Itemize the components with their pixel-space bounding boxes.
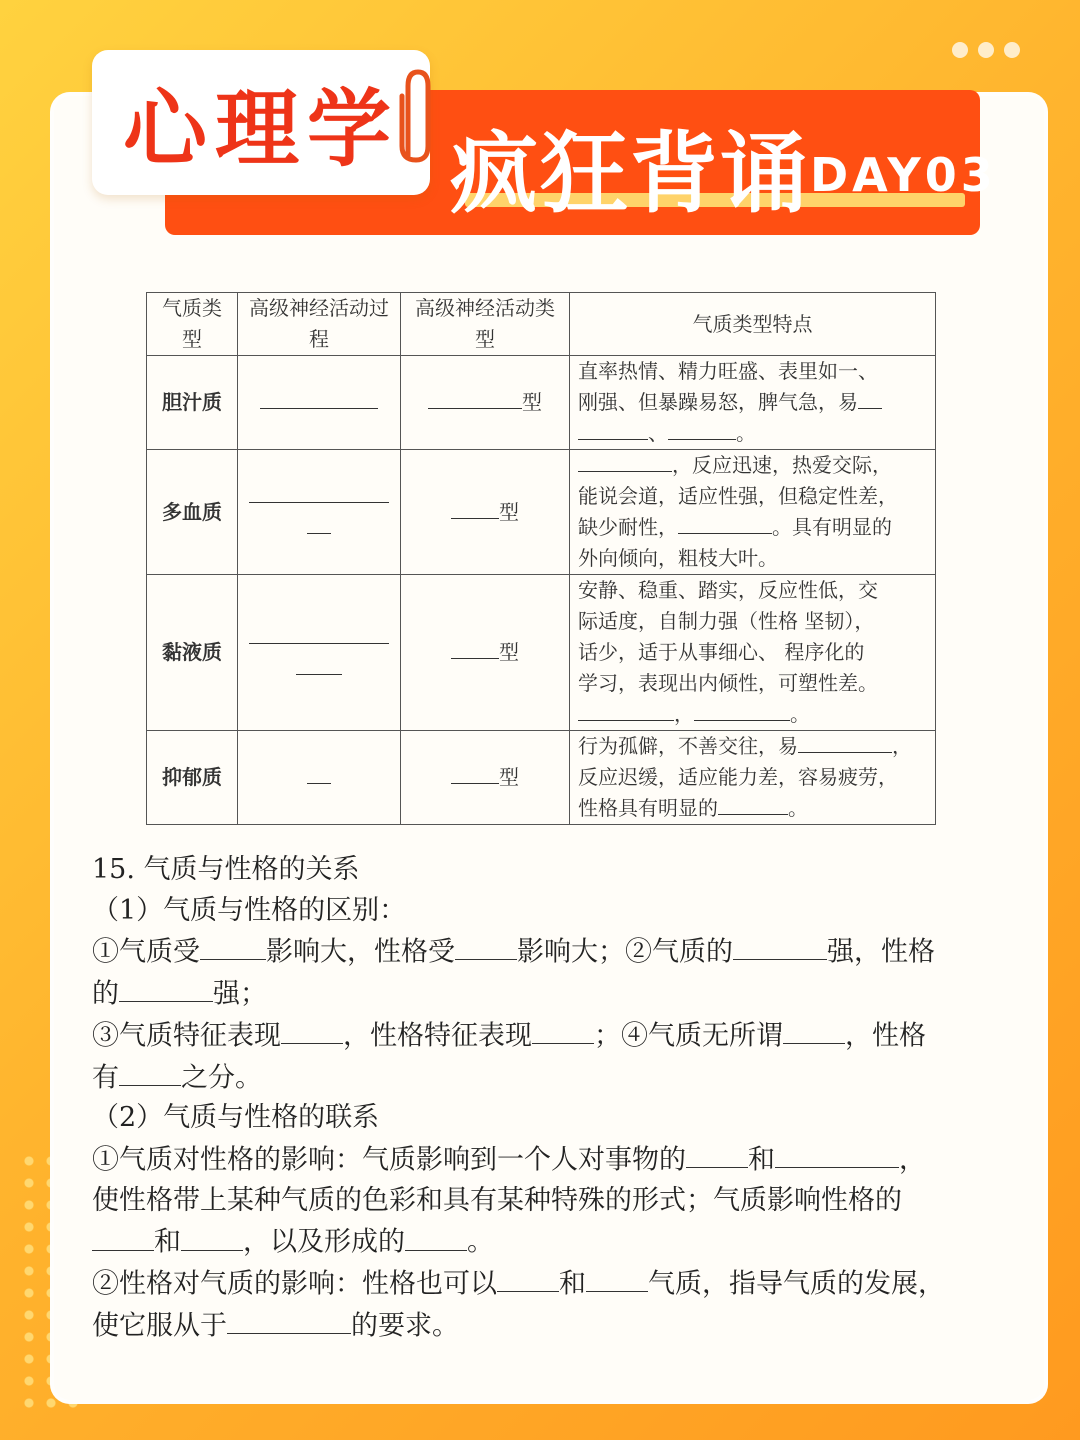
header-cell: 高级神经活动过程 bbox=[238, 293, 401, 356]
process-blank bbox=[238, 356, 401, 450]
type-name: 黏液质 bbox=[147, 575, 238, 731]
process-blank bbox=[238, 731, 401, 825]
header-cell: 气质类型特点 bbox=[570, 293, 936, 356]
text-line: ①气质受 影响大，性格受 影响大；②气质的 强，性格 bbox=[92, 931, 1012, 973]
text-line: ①气质对性格的影响：气质影响到一个人对事物的 和 ， bbox=[92, 1139, 1012, 1181]
text-line: 使性格带上某种气质的色彩和具有某种特殊的形式；气质影响性格的 bbox=[92, 1184, 902, 1216]
feature-cell: 行为孤僻，不善交往，易 ， 反应迟缓，适应能力差，容易疲劳， 性格具有明显的 。 bbox=[570, 731, 936, 825]
subject-box bbox=[92, 50, 430, 195]
text-line: 有 之分。 bbox=[92, 1057, 1012, 1099]
process-blank bbox=[238, 450, 401, 575]
feature-cell: 直率热情、精力旺盛、表里如一、 刚强、但暴躁易怒，脾气急，易 、 。 bbox=[570, 356, 936, 450]
process-blank bbox=[238, 575, 401, 731]
type-name: 多血质 bbox=[147, 450, 238, 575]
activity-type-cell: 型 bbox=[401, 575, 570, 731]
type-name: 抑郁质 bbox=[147, 731, 238, 825]
header-cell: 高级神经活动类型 bbox=[401, 293, 570, 356]
table-row bbox=[147, 356, 936, 450]
text-line: 和 ，以及形成的 。 bbox=[92, 1221, 1012, 1263]
subheading-difference: （1）气质与性格的区别： bbox=[92, 894, 407, 926]
table-row bbox=[147, 450, 936, 575]
type-name: 胆汁质 bbox=[147, 356, 238, 450]
activity-type-cell: 型 bbox=[401, 731, 570, 825]
table-header-row bbox=[147, 293, 936, 356]
temperament-table bbox=[146, 292, 936, 825]
text-line: 的 强； bbox=[92, 973, 1012, 1015]
paperclip-icon bbox=[394, 66, 434, 166]
banner-title: 疯狂背诵 bbox=[450, 122, 811, 225]
feature-cell: 安静、稳重、踏实，反应性低，交 际适度，自制力强（性格 坚韧）， 话少，适于从事细心、 程序化的 学习，表现出内倾性，可塑性差。 ， 。 bbox=[570, 575, 936, 731]
section-heading: 15. 气质与性格的关系 bbox=[92, 854, 360, 885]
relation-section bbox=[92, 850, 1012, 1347]
activity-type-cell: 型 bbox=[401, 356, 570, 450]
decor-dots bbox=[952, 42, 1020, 58]
activity-type-cell: 型 bbox=[401, 450, 570, 575]
text-line: ②性格对气质的影响：性格也可以 和 气质，指导气质的发展， bbox=[92, 1263, 1012, 1305]
subject-title: 心理学 bbox=[122, 80, 399, 178]
feature-cell: ，反应迅速，热爱交际， 能说会道，适应性强，但稳定性差， 缺少耐性， 。具有明显的 外向倾向，粗枝大叶。 bbox=[570, 450, 936, 575]
day-label: DAY03 bbox=[810, 148, 997, 202]
table-row bbox=[147, 731, 936, 825]
table-row bbox=[147, 575, 936, 731]
text-line: ③气质特征表现 ，性格特征表现 ；④气质无所谓 ，性格 bbox=[92, 1015, 1012, 1057]
header-cell: 气质类型 bbox=[147, 293, 238, 356]
text-line: 使它服从于 的要求。 bbox=[92, 1305, 1012, 1347]
subheading-relation: （2）气质与性格的联系 bbox=[92, 1102, 380, 1134]
